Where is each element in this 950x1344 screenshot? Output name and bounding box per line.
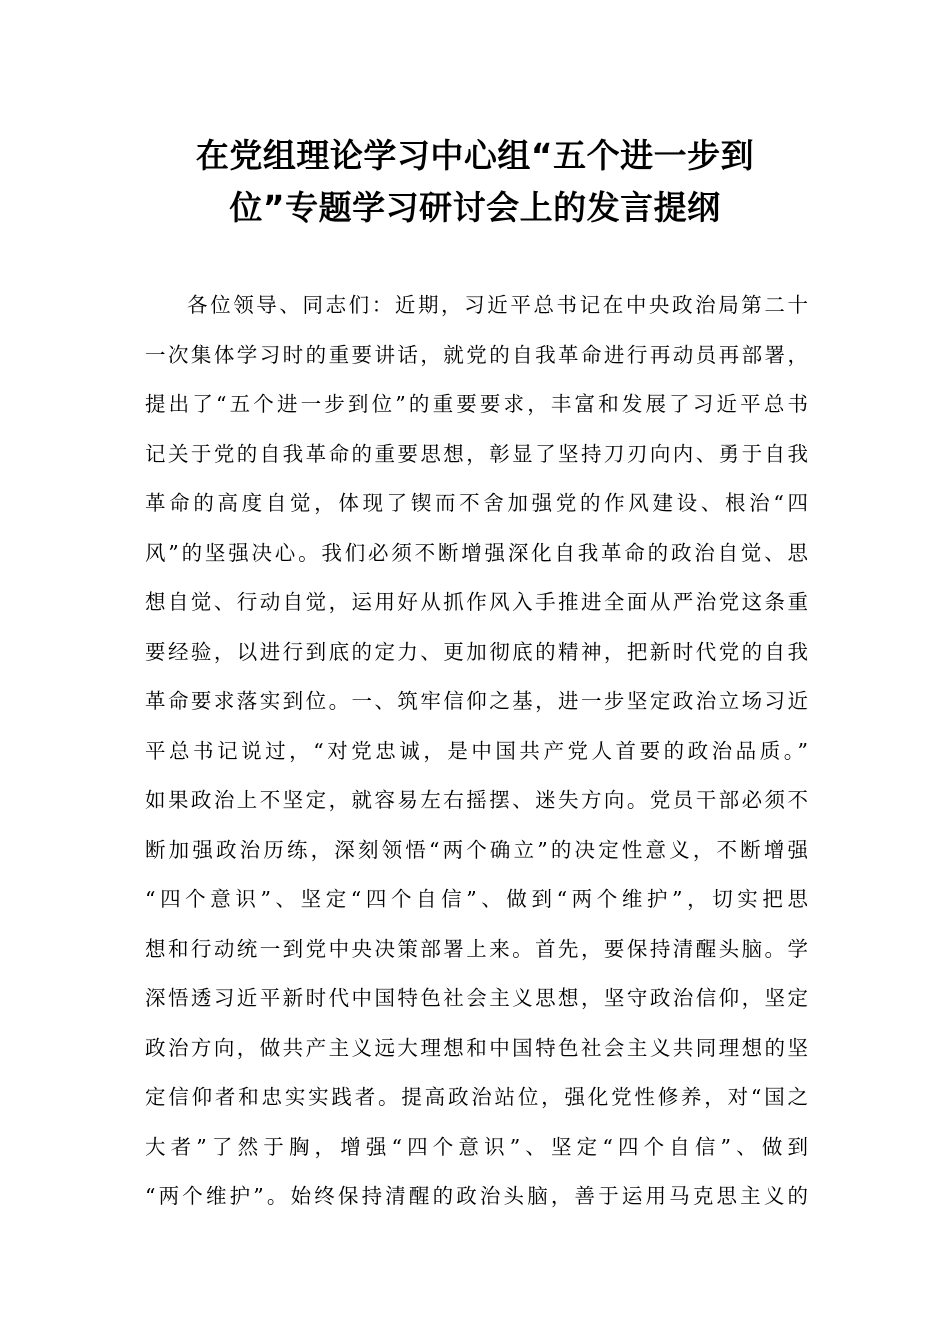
body-line-14: 想和行动统一到党中央决策部署上来。首先，要保持清醒头脑。学: [145, 936, 808, 961]
body-line-8: 要经验，以进行到底的定力、更加彻底的精神，把新时代党的自我: [145, 639, 808, 664]
body-line-1: 各位领导、同志们：近期，习近平总书记在中央政治局第二十: [187, 293, 808, 317]
body-line-10: 平总书记说过，“对党忠诚，是中国共产党人首要的政治品质。”: [145, 738, 808, 763]
title-line-2: 位”专题学习研讨会上的发言提纲: [229, 188, 721, 227]
document-title: [120, 130, 830, 234]
body-line-12: 断加强政治历练，深刻领悟“两个确立”的决定性意义，不断增强: [145, 837, 808, 862]
body-line-2: 一次集体学习时的重要讲话，就党的自我革命进行再动员再部署，: [145, 342, 808, 367]
body-line-9: 革命要求落实到位。一、筑牢信仰之基，进一步坚定政治立场习近: [145, 689, 808, 713]
body-line-15: 深悟透习近平新时代中国特色社会主义思想，坚守政治信仰，坚定: [145, 986, 808, 1010]
body-line-6: 风”的坚强决心。我们必须不断增强深化自我革命的政治自觉、思: [145, 540, 808, 565]
body-line-18: 大者”了然于胸，增强“四个意识”、坚定“四个自信”、做到: [145, 1134, 808, 1159]
body-line-17: 定信仰者和忠实实践者。提高政治站位，强化党性修养，对“国之: [145, 1085, 808, 1109]
body-line-7: 想自觉、行动自觉，运用好从抓作风入手推进全面从严治党这条重: [145, 590, 808, 614]
body-line-3: 提出了“五个进一步到位”的重要要求，丰富和发展了习近平总书: [145, 392, 808, 416]
body-line-13: “四个意识”、坚定“四个自信”、做到“两个维护”，切实把思: [145, 887, 808, 911]
body-line-11: 如果政治上不坚定，就容易左右摇摆、迷失方向。党员干部必须不: [145, 788, 808, 812]
body-line-5: 革命的高度自觉，体现了锲而不舍加强党的作风建设、根治“四: [145, 491, 808, 515]
body-line-4: 记关于党的自我革命的重要思想，彰显了坚持刀刃向内、勇于自我: [145, 441, 808, 466]
body-paragraph: [145, 281, 808, 1222]
body-line-16: 政治方向，做共产主义远大理想和中国特色社会主义共同理想的坚: [145, 1035, 808, 1060]
body-line-19: “两个维护”。始终保持清醒的政治头脑，善于运用马克思主义的: [145, 1184, 808, 1208]
title-line-1: 在党组理论学习中心组“五个进一步到: [195, 136, 755, 175]
